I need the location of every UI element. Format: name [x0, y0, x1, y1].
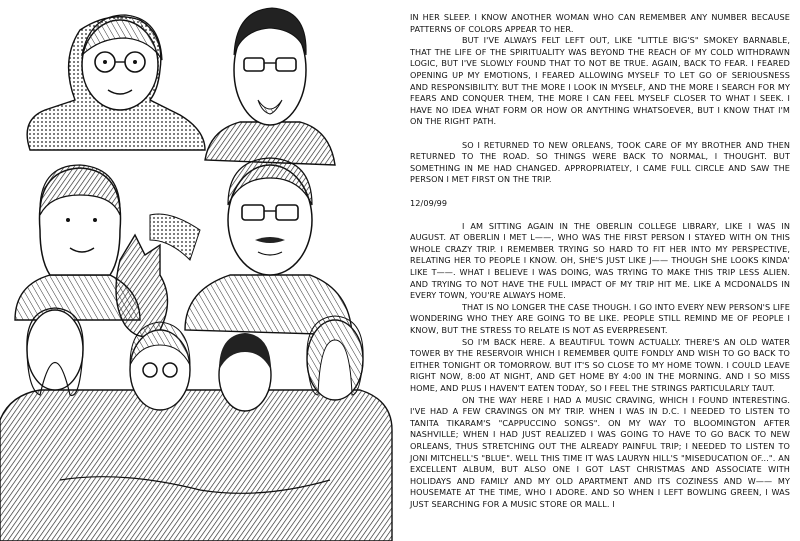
- portrait-man-goatee: [205, 8, 335, 165]
- paragraph-2: BUT I'VE ALWAYS FELT LEFT OUT, LIKE "LITTLE BIG'S" SMOKEY BARNABLE, THAT THE LIFE OF THE SPIRITUALITY WAS BEYOND THE REACH OF MY COLD WITHDRAWN LOGIC, BUT I'VE SLOWLY FOUND THAT TO NOT BE TRUE. AGAIN, BACK TO FEAR. I FEARED OPENING UP MY EMOTIONS, I FEARED ALLOWING MYSELF TO LET GO OF SERIOUSNESS AND RESPONSIBILITY. BUT THE MORE I LOOK IN MYSELF, AND THE MORE I SEARCH FOR MY FEARS AND CONQUER THEM, THE MORE I CAN FEEL MYSELF CLOSER TO WHAT I SEEK. I HAVE NO IDEA WHAT FORM OR HOW OR ANYTHING WHATSOEVER, BUT I KNOW THAT I'M ON THE RIGHT PATH.: [410, 35, 790, 127]
- paragraph-1: IN HER SLEEP. I KNOW ANOTHER WOMAN WHO CAN REMEMBER ANY NUMBER BECAUSE PATTERNS OF COLORS APPEAR TO HER.: [410, 12, 790, 34]
- entry-date: 12/09/99: [410, 197, 448, 208]
- paragraph-4: I AM SITTING AGAIN IN THE OBERLIN COLLEGE LIBRARY, LIKE I WAS IN AUGUST. AT OBERLIN I MET L——, WHO WAS THE FIRST PERSON I STAYED WITH ON THIS WHOLE CRAZY TRIP. I REMEMBER TRYING SO HARD TO FIT HER INTO MY PERSPECTIVE, RELATING HER TO PEOPLE I KNOW. OH, SHE'S JUST LIKE J—— THOUGH SHE LOOKS KINDA' LIKE T——. WHAT I BELIEVE I WAS DOING, WAS TRYING TO MAKE THIS TRIP LESS ALIEN. AND TRYING TO NOT HAVE THE FULL IMPACT OF MY TRIP HIT ME. LIKE A MCDONALDS IN EVERY TOWN, YOU'RE ALWAYS HOME.: [410, 220, 790, 301]
- paragraph-3: SO I RETURNED TO NEW ORLEANS, TOOK CARE OF MY BROTHER AND THEN RETURNED TO THE ROAD. SO THINGS WERE BACK TO NORMAL, I THOUGHT. BUT SOMETHING IN ME HAD CHANGED. APPROPRIATELY, I CAME FULL CIRCLE AND SAW THE PERSON I MET FIRST ON THE TRIP.: [410, 139, 790, 185]
- paragraph-7: ON THE WAY HERE I HAD A MUSIC CRAVING, WHICH I FOUND INTERESTING. I'VE HAD A FEW CRAVINGS ON MY TRIP. WHEN I WAS IN D.C. I NEEDED TO LISTEN TO TANITA TIKARAM'S "CAPPUCCINO SONGS". ON MY WAY TO BLOOMINGTON AFTER NASHVILLE; WHEN I HAD JUST REALIZED I WAS GOING TO HAVE TO GO BACK TO NEW ORLEANS, THUS STRETCHING OUT THE ALREADY PAINFUL TRIP; I NEEDED TO LISTEN TO JONI MITCHELL'S "BLUE". WELL THIS TIME IT WAS LAURYN HILL'S "MISEDUCATION OF...". AN EXCELLENT ALBUM, BUT ALSO ONE I GOT LAST CHRISTMAS AND ASSOCIATE WITH HOLIDAYS AND FAMILY AND MY OLD APARTMENT AND ITS COZINESS AND W—— MY HOUSEMATE AT THE TIME, WHO I ADORE. AND SO WHEN I LEFT BOWLING GREEN, I WAS JUST SEARCHING FOR A MUSIC STORE OR MALL. I: [410, 394, 790, 509]
- paragraph-6: SO I'M BACK HERE. A BEAUTIFUL TOWN ACTUALLY. THERE'S AN OLD WATER TOWER BY THE RESERVOIR WHICH I REMEMBER QUITE FONDLY AND WISH TO GO BACK TO EITHER TONIGHT OR TOMORROW. BUT IT'S SO CLOSE TO MY HOME TOWN. I COULD LEAVE RIGHT NOW, 8:00 AT NIGHT, AND GET HOME BY 4:00 IN THE MORNING. AND I SO MISS HOME, AND PLUS I HAVEN'T EATEN TODAY, SO I FEEL THE STRINGS PARTICULARLY TAUT.: [410, 336, 790, 393]
- portrait-man-mustache: [185, 158, 352, 335]
- portrait-woman-glasses: [27, 15, 205, 150]
- journal-text: [410, 12, 790, 511]
- portrait-group-four: [0, 308, 392, 541]
- portrait-illustration: [0, 0, 398, 541]
- paragraph-5: THAT IS NO LONGER THE CASE THOUGH. I GO INTO EVERY NEW PERSON'S LIFE WONDERING WHO THEY ARE GOING TO BE LIKE. PEOPLE STILL REMIND ME OF PEOPLE I KNOW, BUT THE STRESS TO RELATE IS NOT AS EVERPRESENT.: [410, 301, 790, 336]
